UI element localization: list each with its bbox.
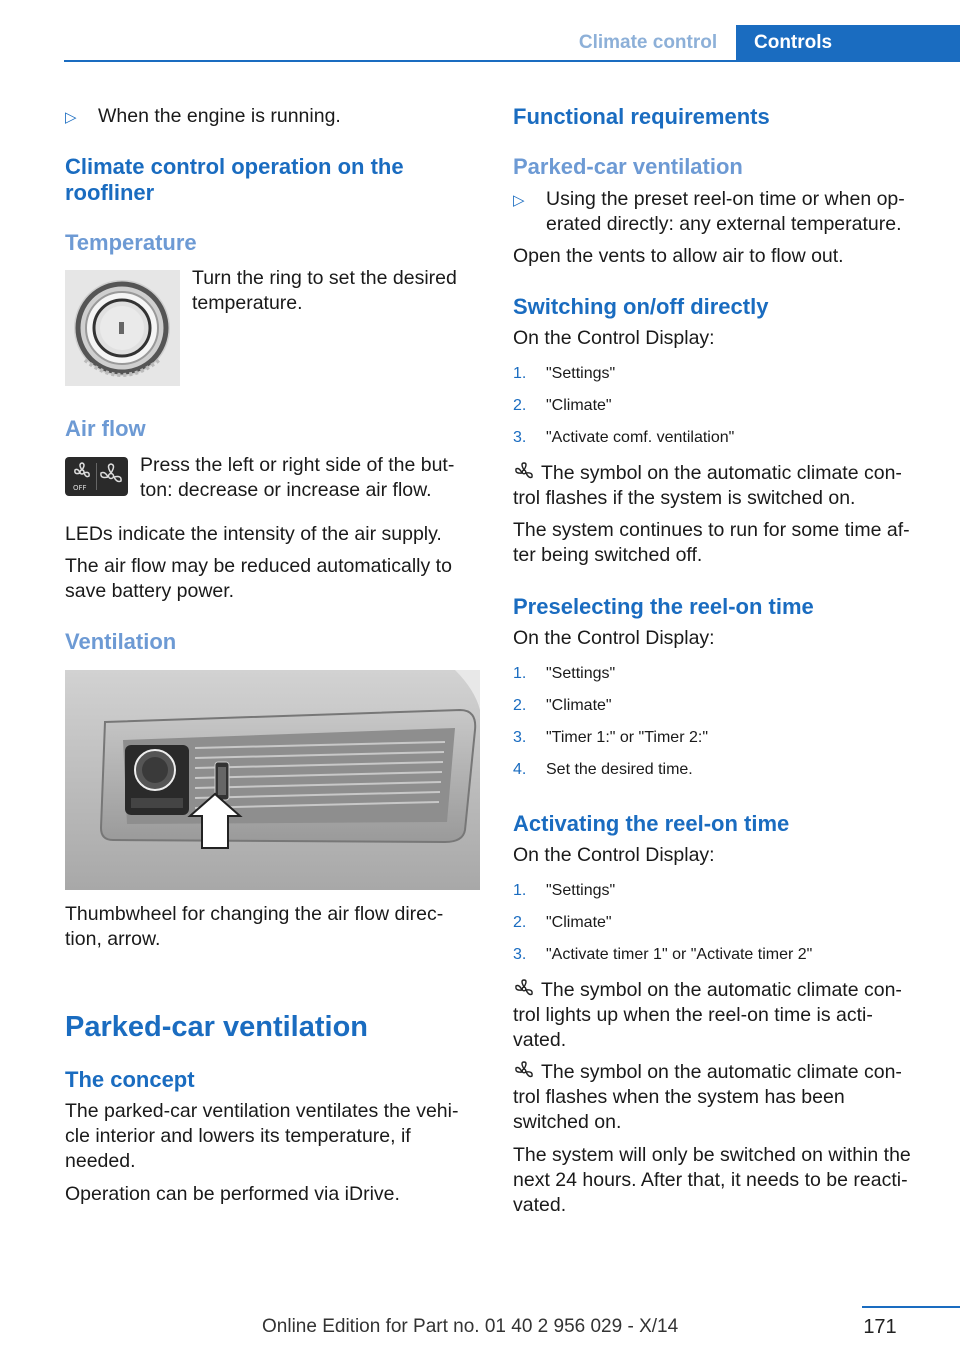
leds-text: LEDs indicate the intensity of the air supply. (65, 523, 442, 545)
symbol-flashes-on-text (513, 1060, 933, 1135)
only-24h-text (513, 1143, 943, 1218)
bullet-triangle-icon: ▷ (65, 109, 77, 126)
concept-text-line1: The parked-car ventilation ventilates the vehi‐ (65, 1100, 459, 1122)
symbol-flashes-line1: The symbol on the automatic climate con‐ (541, 462, 902, 484)
temperature-text-line1: Turn the ring to set the desired (192, 267, 457, 289)
step-text: "Settings" (546, 665, 616, 682)
step-number: 3. (513, 729, 527, 746)
step-number: 2. (513, 697, 527, 714)
temperature-text (192, 266, 482, 316)
thumbwheel-caption-line2: tion, arrow. (65, 928, 161, 950)
step-number: 4. (513, 761, 527, 778)
temperature-ring-image (65, 270, 180, 386)
only-24h-line2: next 24 hours. After that, it needs to be reacti‐ (513, 1169, 908, 1191)
air-flow-button-image (65, 457, 128, 496)
concept-text-line2: cle interior and lowers its temperature, if (65, 1125, 411, 1147)
symbol-flashes-on-line3: switched on. (513, 1111, 622, 1133)
step-text: "Settings" (546, 882, 616, 899)
symbol-flashes-on-line1: The symbol on the automatic climate con‐ (541, 1061, 902, 1083)
symbol-lights-line2: trol lights up when the reel-on time is acti‐ (513, 1004, 873, 1026)
heading-roofliner (65, 154, 404, 206)
concept-text-line3: needed. (65, 1150, 136, 1172)
step-number: 3. (513, 946, 527, 963)
temperature-ring-icon (65, 270, 180, 386)
ventilation-panel-illustration (65, 670, 480, 890)
heading-roofliner-line2: roofliner (65, 180, 155, 205)
on-control-display-2: On the Control Display: (513, 627, 715, 649)
bullet-engine-text: When the engine is running. (98, 105, 341, 127)
header-chapter-tab: Controls (736, 25, 960, 61)
air-flow-text-line1: Press the left or right side of the but‐ (140, 454, 455, 476)
symbol-flashes-on-line2: trol flashes when the system has been (513, 1086, 845, 1108)
step-text: "Activate timer 1" or "Activate timer 2" (546, 946, 813, 963)
symbol-lights-text (513, 978, 933, 1053)
step-text: "Climate" (546, 914, 612, 931)
step-number: 1. (513, 665, 527, 682)
fan-icon (513, 1061, 535, 1081)
step-text: "Timer 1:" or "Timer 2:" (546, 729, 708, 746)
continues-line2: ter being switched off. (513, 544, 703, 566)
continues-text (513, 518, 933, 568)
step-text: "Climate" (546, 697, 612, 714)
header-rule (64, 60, 960, 62)
bullet-triangle-icon: ▷ (513, 192, 525, 209)
only-24h-line1: The system will only be switched on within the (513, 1144, 911, 1166)
idrive-text: Operation can be performed via iDrive. (65, 1183, 400, 1205)
heading-parked-car-ventilation: Parked-car ventilation (65, 1011, 368, 1043)
page-header (560, 25, 960, 61)
heading-ventilation: Ventilation (65, 629, 177, 654)
reduce-text-line2: save battery power. (65, 580, 235, 602)
edition-text: Online Edition for Part no. 01 40 2 956 029 - X/14 (262, 1316, 679, 1337)
button-off-label: OFF (73, 484, 87, 492)
step-number: 3. (513, 429, 527, 446)
preset-text (546, 187, 936, 237)
reduce-text-line1: The air flow may be reduced automatically to (65, 555, 452, 577)
symbol-lights-line1: The symbol on the automatic climate con‐ (541, 979, 902, 1001)
step-text: "Climate" (546, 397, 612, 414)
step-text: Set the desired time. (546, 761, 693, 778)
heading-functional-requirements: Functional requirements (513, 104, 770, 129)
footer-rule (862, 1306, 960, 1308)
heading-preselecting: Preselecting the reel-on time (513, 594, 814, 619)
step-number: 1. (513, 365, 527, 382)
air-flow-text-line2: ton: decrease or increase air flow. (140, 479, 432, 501)
heading-temperature: Temperature (65, 230, 197, 255)
only-24h-line3: vated. (513, 1194, 567, 1216)
open-vents-text: Open the vents to allow air to flow out. (513, 245, 844, 267)
reduce-text (65, 554, 452, 604)
preset-text-line1: Using the preset reel-on time or when op‐ (546, 188, 905, 210)
continues-line1: The system continues to run for some time af‐ (513, 519, 910, 541)
on-control-display-3: On the Control Display: (513, 844, 715, 866)
ventilation-image (65, 670, 480, 890)
step-text: "Settings" (546, 365, 616, 382)
thumbwheel-caption-line1: Thumbwheel for changing the air flow direc‐ (65, 903, 444, 925)
header-section-title: Climate control (578, 32, 718, 53)
concept-text (65, 1099, 485, 1174)
preset-text-line2: erated directly: any external temperature. (546, 213, 902, 235)
thumbwheel-caption (65, 902, 443, 952)
heading-roofliner-line1: Climate control operation on the (65, 154, 404, 179)
heading-air-flow: Air flow (65, 416, 146, 441)
fan-button-icon (65, 457, 128, 496)
fan-icon (513, 462, 535, 482)
air-flow-text (140, 453, 485, 503)
step-text: "Activate comf. ventilation" (546, 429, 735, 446)
symbol-lights-line3: vated. (513, 1029, 567, 1051)
symbol-flashes-text (513, 461, 933, 511)
heading-the-concept: The concept (65, 1067, 195, 1092)
temperature-text-line2: temperature. (192, 292, 303, 314)
symbol-flashes-line2: trol flashes if the system is switched on. (513, 487, 856, 509)
step-number: 2. (513, 914, 527, 931)
heading-activating: Activating the reel-on time (513, 811, 790, 836)
step-number: 2. (513, 397, 527, 414)
step-number: 1. (513, 882, 527, 899)
on-control-display-1: On the Control Display: (513, 327, 715, 349)
fan-icon (513, 979, 535, 999)
heading-parked-car-ventilation-sub: Parked-car ventilation (513, 154, 743, 179)
heading-switching-directly: Switching on/off directly (513, 294, 769, 319)
page-number: 171 (863, 1316, 897, 1338)
